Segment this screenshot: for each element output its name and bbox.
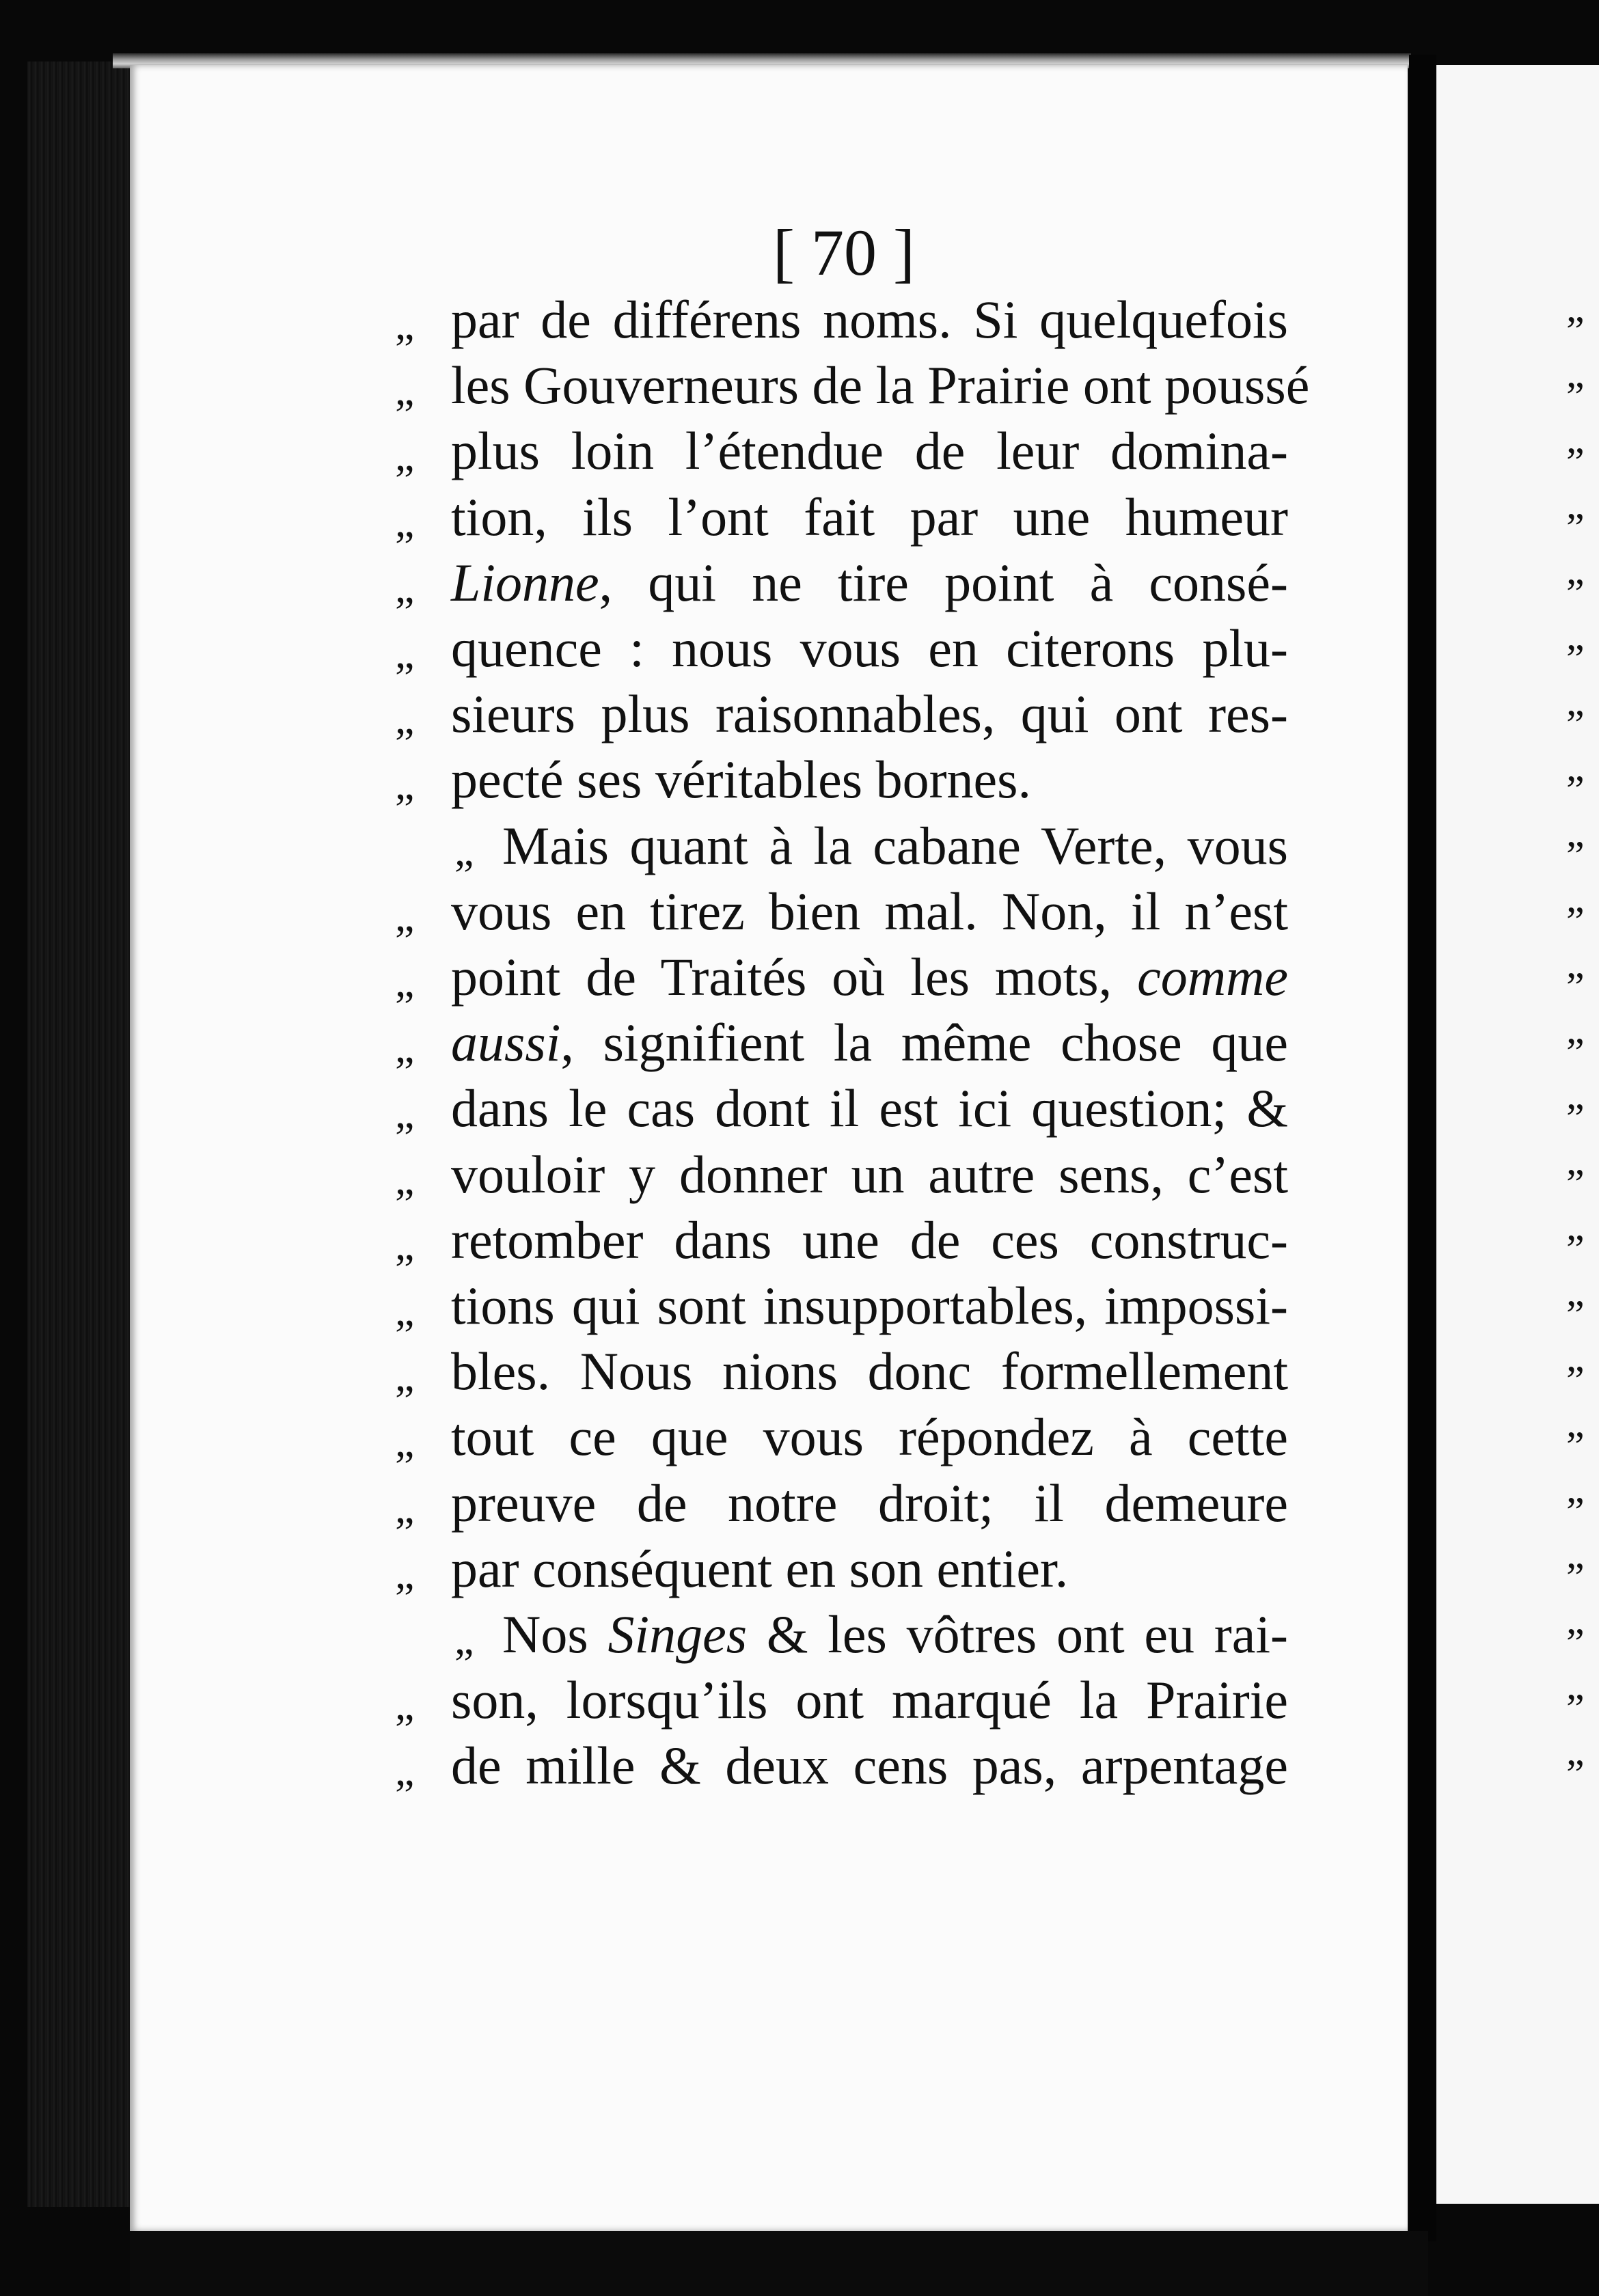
text-segment: tout ce que vous répondez à cette	[451, 1407, 1288, 1466]
quote-mark: „	[395, 366, 415, 414]
text-segment: plus loin l’étendue de leur domina-	[451, 421, 1288, 480]
quote-mark: „	[395, 1680, 415, 1729]
italic-text: Singes	[607, 1604, 748, 1664]
quote-mark: „	[395, 1023, 415, 1071]
text-segment: tions qui sont insupportables, impossi-	[451, 1276, 1288, 1335]
italic-text: comme	[1137, 947, 1288, 1007]
text-segment: pecté ses véritables bornes.	[451, 750, 1032, 809]
italic-text: Lionne	[451, 553, 599, 612]
facing-quote-mark: „	[1566, 1597, 1585, 1642]
facing-quote-mark: „	[1566, 875, 1585, 920]
text-line	[451, 1667, 1288, 1733]
facing-quote-mark: „	[1566, 744, 1585, 789]
facing-quote-mark: „	[1566, 810, 1585, 855]
facing-quote-mark: „	[1566, 1269, 1585, 1314]
quote-mark: „	[395, 1417, 415, 1466]
text-segment: , qui ne tire point à consé-	[599, 553, 1288, 612]
text-line	[451, 1404, 1288, 1470]
quote-mark: „	[395, 1286, 415, 1335]
text-segment: retomber dans une de ces construc-	[451, 1210, 1288, 1270]
right-page-fragment	[1436, 65, 1599, 2204]
text-segment: son, lorsqu’ils ont marqué la Prairie	[451, 1670, 1288, 1730]
text-line	[502, 813, 1288, 879]
facing-quote-mark: „	[1566, 613, 1585, 658]
text-segment: quence : nous vous en citerons plu-	[451, 618, 1288, 678]
quote-mark: „	[395, 497, 415, 546]
text-line	[451, 1471, 1288, 1536]
quote-mark: „	[395, 1549, 415, 1598]
quote-mark: „	[395, 300, 415, 348]
facing-quote-mark: „	[1566, 1728, 1585, 1773]
quote-mark: „	[395, 1352, 415, 1400]
quote-mark: „	[395, 629, 415, 677]
quote-mark: „	[395, 694, 415, 743]
page-number: [ 70 ]	[773, 216, 915, 289]
text-line	[451, 747, 1288, 812]
quote-mark: „	[395, 1089, 415, 1137]
text-segment: preuve de notre droit; il demeure	[451, 1473, 1288, 1533]
italic-text: aussi	[451, 1013, 561, 1072]
facing-quote-mark: „	[1566, 1400, 1585, 1445]
text-segment: par de différens noms. Si quelquefois	[451, 290, 1288, 349]
facing-quote-mark: „	[1566, 1138, 1585, 1183]
text-line	[451, 353, 1310, 418]
bottom-shadow	[130, 2231, 1428, 2296]
quote-mark: „	[395, 957, 415, 1006]
text-line	[451, 1273, 1288, 1339]
facing-quote-mark: „	[1566, 1072, 1585, 1117]
text-segment: & les vôtres ont eu rai-	[747, 1604, 1289, 1664]
quote-mark: „	[395, 1220, 415, 1269]
quote-mark: „	[395, 892, 415, 940]
text-line	[502, 1602, 1288, 1667]
text-segment: Nos	[502, 1604, 608, 1664]
text-line	[451, 879, 1288, 944]
text-line	[451, 944, 1288, 1010]
text-segment: vouloir y donner un autre sens, c’est	[451, 1145, 1288, 1204]
text-line	[451, 1010, 1288, 1076]
quote-mark: „	[395, 760, 415, 808]
facing-quote-mark: „	[1566, 941, 1585, 986]
text-segment: point de Traités où les mots,	[451, 947, 1138, 1007]
facing-quote-mark: „	[1566, 679, 1585, 724]
text-segment: de mille & deux cens pas, arpentage	[451, 1736, 1288, 1795]
text-line	[451, 1733, 1288, 1799]
facing-quote-mark: „	[1566, 416, 1585, 461]
text-segment: , signifient la même chose que	[560, 1013, 1288, 1072]
text-segment: les Gouverneurs de la Prairie ont poussé	[451, 355, 1310, 415]
text-line	[451, 484, 1288, 550]
text-line	[451, 616, 1288, 681]
text-segment: vous en tirez bien mal. Non, il n’est	[451, 882, 1288, 941]
text-segment: dans le cas dont il est ici question; &	[451, 1078, 1288, 1138]
quote-mark: „	[395, 1484, 415, 1532]
text-line	[451, 287, 1288, 353]
facing-quote-mark: „	[1566, 1663, 1585, 1708]
text-segment: bles. Nous nions donc formellement	[451, 1341, 1288, 1401]
quote-mark: „	[395, 431, 415, 480]
facing-quote-mark: „	[1566, 1531, 1585, 1576]
text-line	[451, 1339, 1288, 1404]
facing-quote-mark: „	[1566, 1466, 1585, 1511]
quote-mark: „	[395, 563, 415, 612]
facing-quote-mark: „	[1566, 351, 1585, 396]
text-line	[451, 418, 1288, 484]
text-line	[451, 550, 1288, 616]
facing-quote-mark: „	[1566, 1203, 1585, 1248]
text-segment: par conséquent en son entier.	[451, 1539, 1069, 1598]
right-page-quote-marks	[1436, 65, 1599, 2204]
text-segment: tion, ils l’ont fait par une humeur	[451, 487, 1288, 547]
text-line	[451, 1076, 1288, 1141]
text-segment: sieurs plus raisonnables, qui ont res-	[451, 684, 1288, 743]
text-line	[451, 681, 1288, 747]
facing-quote-mark: „	[1566, 1335, 1585, 1380]
facing-quote-mark: „	[1566, 482, 1585, 527]
text-line	[451, 1207, 1288, 1273]
facing-quote-mark: „	[1566, 285, 1585, 330]
text-segment: Mais quant à la cabane Verte, vous	[502, 816, 1288, 875]
text-line	[451, 1142, 1288, 1207]
quote-mark: „	[395, 1155, 415, 1203]
facing-quote-mark: „	[1566, 1007, 1585, 1052]
text-line	[451, 1536, 1288, 1602]
facing-quote-mark: „	[1566, 547, 1585, 592]
quote-mark: „	[454, 826, 474, 875]
book-gutter	[1409, 55, 1436, 2241]
quote-mark: „	[454, 1615, 474, 1663]
quote-mark: „	[395, 1746, 415, 1794]
